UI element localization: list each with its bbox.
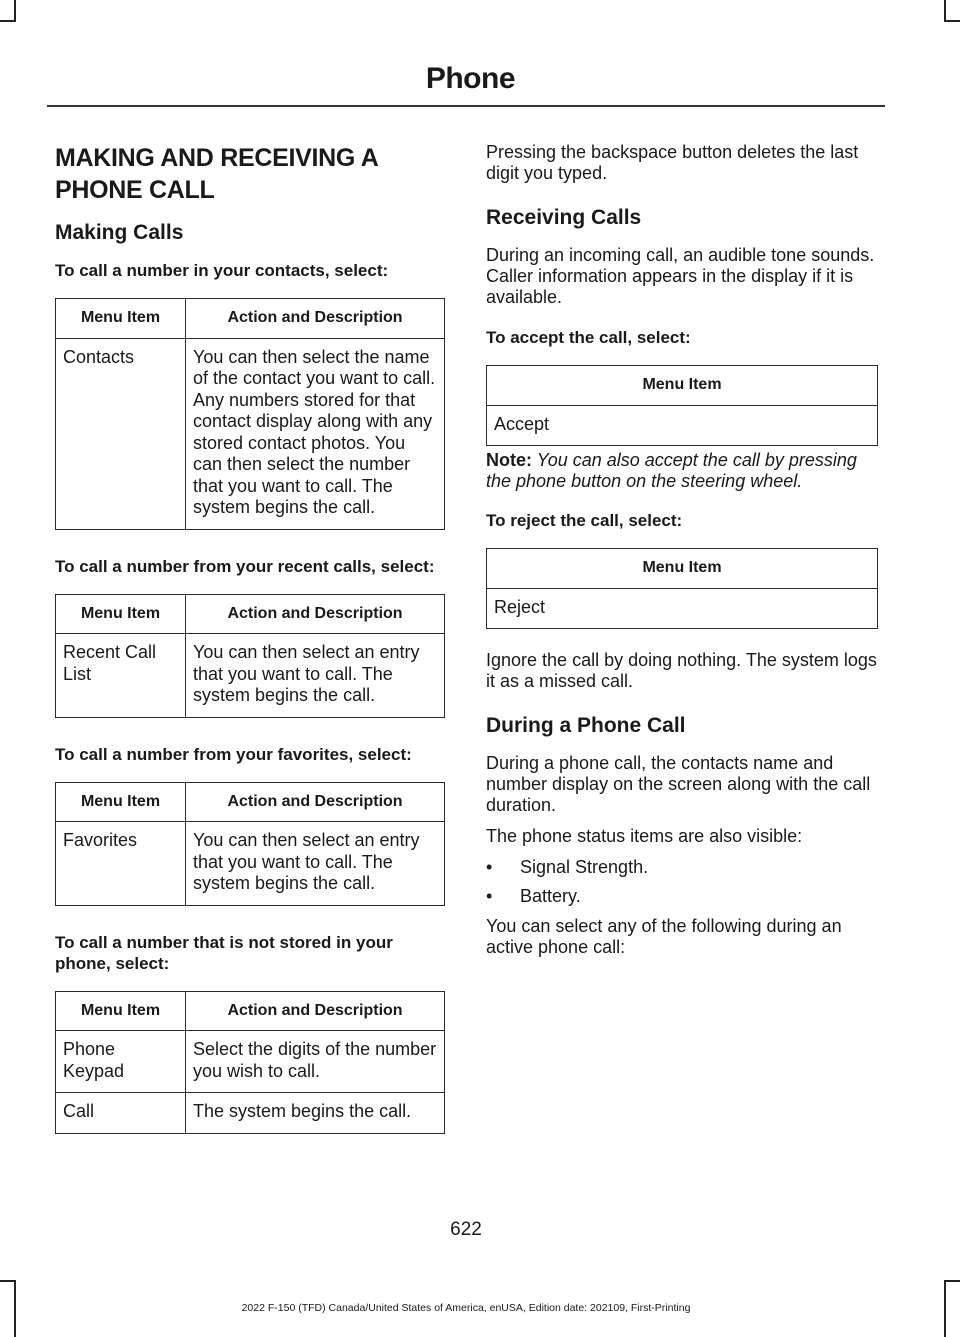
description-cell: You can then select an entry that you want to call. The system begins the call. — [186, 634, 445, 718]
accept-note — [486, 450, 878, 492]
table-row — [56, 634, 445, 718]
left-column — [55, 142, 445, 1160]
making-calls-heading: Making Calls — [55, 221, 184, 244]
contacts-lead: To call a number in your contacts, select: — [55, 261, 389, 280]
menu-item-cell: Phone Keypad — [56, 1031, 186, 1093]
section-title: MAKING AND RECEIVING A PHONE CALL — [55, 144, 378, 204]
reject-table — [486, 548, 878, 629]
description-cell: The system begins the call. — [186, 1093, 445, 1134]
crop-mark-top-left-v — [14, 0, 16, 21]
during-call-heading: During a Phone Call — [486, 714, 686, 737]
backspace-text: Pressing the backspace button deletes the last digit you typed. — [486, 142, 859, 183]
crop-mark-top-right-v — [944, 0, 946, 21]
list-item: • Battery. — [486, 886, 581, 906]
list-item: • Signal Strength. — [486, 857, 649, 877]
contacts-table — [55, 298, 445, 530]
crop-mark-top-right-h — [944, 20, 960, 22]
description-cell: You can then select an entry that you want to call. The system begins the call. — [186, 822, 445, 906]
footer-edition-info: 2022 F-150 (TFD) Canada/United States of America, enUSA, Edition date: 202109, First-Printing — [241, 1302, 691, 1314]
during-call-para: During a phone call, the contacts name and number display on the screen along with the call duration. — [486, 753, 871, 815]
page-header-title: Phone — [425, 62, 515, 95]
receiving-calls-heading: Receiving Calls — [486, 206, 642, 229]
table-header: Action and Description — [186, 594, 445, 634]
reject-lead: To reject the call, select: — [486, 511, 683, 530]
menu-item-cell: Accept — [487, 405, 878, 446]
bullet: • — [486, 886, 493, 906]
table-row — [487, 405, 878, 446]
crop-mark-bottom-right-v — [944, 1280, 946, 1337]
bullet: • — [486, 857, 493, 877]
table-header: Menu Item — [487, 366, 878, 406]
description-cell: You can then select the name of the contact you want to call. Any numbers stored for that contact display along with any stored contact photos. You can then select the number that you want to call. The system begins the call. — [186, 338, 445, 529]
favorites-table — [55, 782, 445, 906]
menu-item-cell: Recent Call List — [56, 634, 186, 718]
status-items-list — [486, 857, 878, 907]
table-header: Action and Description — [186, 991, 445, 1031]
crop-mark-bottom-left-h — [0, 1280, 16, 1282]
table-header: Menu Item — [56, 594, 186, 634]
recent-calls-table — [55, 594, 445, 718]
recent-calls-lead: To call a number from your recent calls, select: — [55, 556, 435, 576]
active-call-para: You can select any of the following during an active phone call: — [486, 916, 842, 957]
description-cell: Select the digits of the number you wish to call. — [186, 1031, 445, 1093]
note-text: You can also accept the call by pressing the phone button on the steering wheel. — [486, 450, 857, 491]
page-number: 622 — [450, 1219, 482, 1240]
header-divider — [47, 105, 885, 107]
crop-mark-top-left-h — [0, 20, 16, 22]
menu-item-cell: Contacts — [56, 338, 186, 529]
keypad-lead: To call a number that is not stored in your phone, select: — [55, 932, 393, 973]
menu-item-cell: Call — [56, 1093, 186, 1134]
table-header: Menu Item — [56, 299, 186, 339]
table-header: Action and Description — [186, 299, 445, 339]
table-row — [56, 338, 445, 529]
accept-lead: To accept the call, select: — [486, 328, 691, 347]
keypad-table — [55, 991, 445, 1134]
note-label: Note: — [486, 450, 532, 470]
ignore-text: Ignore the call by doing nothing. The system logs it as a missed call. — [486, 650, 877, 691]
crop-mark-bottom-right-h — [944, 1280, 960, 1282]
menu-item-cell: Favorites — [56, 822, 186, 906]
table-header: Menu Item — [487, 549, 878, 589]
table-header: Action and Description — [186, 782, 445, 822]
receiving-intro: During an incoming call, an audible tone sounds. Caller information appears in the display if it is available. — [486, 245, 875, 307]
menu-item-cell: Reject — [487, 588, 878, 629]
table-row — [56, 1093, 445, 1134]
table-header: Menu Item — [56, 991, 186, 1031]
right-column — [486, 142, 878, 968]
table-header: Menu Item — [56, 782, 186, 822]
table-row — [56, 1031, 445, 1093]
table-row — [487, 588, 878, 629]
table-row — [56, 822, 445, 906]
favorites-lead: To call a number from your favorites, select: — [55, 744, 412, 764]
accept-table — [486, 365, 878, 446]
status-items-para: The phone status items are also visible: — [486, 826, 803, 846]
